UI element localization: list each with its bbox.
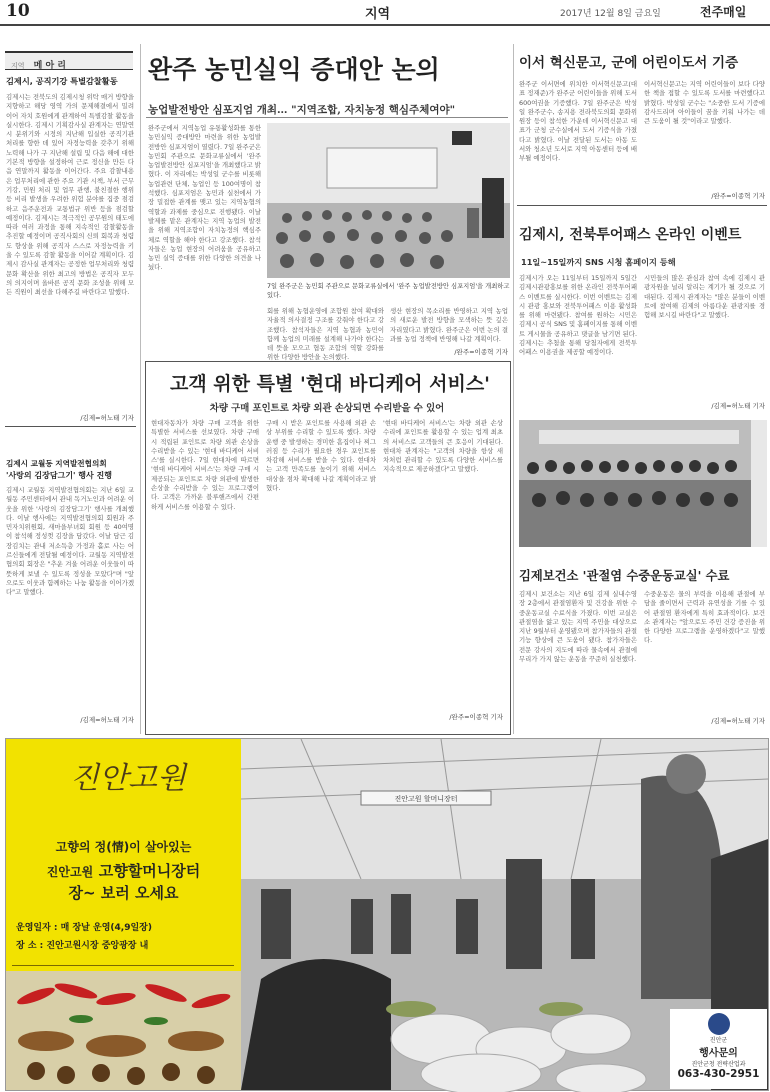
county-name: 진안군 [709, 1037, 728, 1044]
lead-body-col3: 생산 현장의 목소리를 반영하고 지역 농업의 새로운 발전 방향을 모색하는 뜻 깊은 자리였다고 밝혔다. 완주군은 이번 논의 결과를 농업 정책에 반영해 나갈 계획이다. [390, 307, 508, 343]
contact-dept: 진안군청 전략산업과 [691, 1061, 746, 1068]
column-rule [513, 44, 514, 734]
ad-line2-main: 고향할머니장터 [98, 862, 201, 880]
bodycare-body-col3: '현대 바디케어 서비스'는 차량 외관 손상 수리에 포인트를 활용할 수 있는 업계 최초의 서비스로 고객들의 큰 호응이 기대된다. 현대차 관계자는 "고객의 차량을 항상 새 차처럼 관리할 수 있도록 다양한 서비스를 지속적으로 제공하겠다"고 말했다. [383, 419, 503, 474]
lead-headline: 완주 농민실익 증대안 논의 [148, 55, 440, 84]
brief-byline: /김제=허노태 기자 [80, 414, 134, 422]
ad-info1-label: 운영일자 : [16, 923, 58, 933]
library-body-col2: 이서혁신문고는 지역 어린이들이 보다 다양한 책을 접할 수 있도록 도서를 마련했다고 밝혔다. 박성일 군수는 "소중한 도서 기증에 감사드리며 아이들이 꿈을 키워 나가는 데 큰 도움이 될 것"이라고 말했다. [644, 80, 765, 126]
ad-divider [12, 965, 234, 966]
tourpass-byline: /김제=허노태 기자 [711, 402, 765, 410]
ad-line2 [11, 860, 236, 881]
bodycare-body-col1: 현대자동차가 차량 구매 고객을 위한 특별한 서비스를 선보였다. 차량 구매 시 적립된 포인트로 차량 외관 손상을 수리받을 수 있는 '현대 바디케어 서비스'를 실시한다. 7일 현대차에 따르면 '현대 바디케어 서비스'는 차량 구매 시 제공되는 포인트로 차량 외관에 발생한 손상을 수리받을 수 있는 프로그램이다. 고객은 가까운 블루핸즈에서 간편하게 서비스를 이용할 수 있다. [151, 419, 259, 511]
lead-photo-caption: 7일 완주군은 농민회 주관으로 문화교류실에서 '완주 농업발전방안 심포지엄'을 개최하고 있다. [267, 283, 510, 299]
column-label [5, 51, 133, 70]
divider [517, 205, 767, 206]
market-ad [5, 738, 769, 1091]
health-body-col2: 수중운동은 물의 부력을 이용해 관절에 부담을 줄이면서 근력과 유연성을 기를 수 있어 관절염 환자에게 특히 효과적이다. 보건소 관계자는 "앞으로도 주민 건강 증진을 위한 다양한 프로그램을 운영하겠다"고 말했다. [644, 590, 765, 645]
column-rule [140, 44, 141, 734]
health-body-col1: 김제시 보건소는 지난 6일 김제 실내수영장 2층에서 관절염환자 및 건강을 위한 수중운동교실 수료식을 가졌다. 이번 교실은 관절염을 앓고 있는 지역 주민을 대상으로 지난 9월부터 운영됐으며 참가자들의 관절 기능 향상에 큰 도움이 됐다. 참가자들은 전문 강사의 지도에 따라 물속에서 관절에 무리가 가지 않는 운동을 꾸준히 실천했다. [519, 590, 637, 664]
bodycare-subheadline: 차량 구매 포인트로 차량 외관 손상되면 수리받을 수 있어 [209, 403, 445, 414]
ad-line1: 고향의 정(情)이 살아있는 [55, 840, 192, 854]
bodycare-byline: /완주=이종혁 기자 [449, 713, 503, 721]
health-headline: 김제보건소 '관절염 수중운동교실' 수료 [519, 568, 730, 583]
tourpass-body-col2: 시민들의 많은 관심과 참여 속에 김제시 관광자원을 널리 알리는 계기가 될 것으로 기대된다. 김제시 관계자는 "많은 분들이 이벤트에 참여해 김제의 아름다운 관광지를 경험해 보시길 바란다"고 말했다. [644, 274, 765, 320]
paper-name: 전주매일 [700, 5, 747, 19]
county-emblem-icon [708, 1013, 730, 1035]
festival-byline: /김제=허노태 기자 [80, 716, 134, 724]
library-body-col1: 완주군 이서면에 위치한 이서혁신문고(대표 정재준)가 완주군 어린이들을 위해 도서 600여권을 기증했다. 7일 완주군은 박성일 완주군수, 송지용 전라북도의회 문화위원장 등이 참석한 가운데 이서혁신문고 대표가 군청 군수실에서 도서 기증식을 가졌다고 밝혔다. 이날 전달된 도서는 아동 도서와 청소년 도서로 지역 아동센터 등에 배부될 예정이다. [519, 80, 637, 163]
contact-label: 행사문의 [699, 1048, 738, 1059]
lead-byline: /완주=이종혁 기자 [454, 348, 508, 356]
ad-info-row [16, 937, 234, 955]
market-banner: 진안고원 할머니장터 [394, 795, 458, 803]
lead-body-col1: 완주군에서 지역농업 유통활성화를 통한 농민실익 증대방안 마련을 위한 농업발전방안 심포지엄이 열렸다. 7일 완주군은 농민회 주관으로 문화교류실에서 '완주 농업발전방안 심포지엄'을 개최했다고 밝혔다. 이 자리에는 박성일 군수를 비롯해 농업관련 단체, 농업인 등 100여명이 참석했다. 심포지엄은 농민과 실천에서 가장 밀접한 관계를 맺고 있는 지역농협의 역할과 과제를 중심으로 진행됐다. 이날 발제를 맡은 관계자는 지역 농업의 발전을 위해 지역조합이 자치농정의 핵심주체로 역할을 해야 한다고 강조했다. 참석자들은 농업 현장의 어려움을 공유하고 농민 실익 증대를 위한 다양한 의견을 나눴다. [148, 124, 261, 272]
column-label-prefix: 지역 [11, 62, 25, 70]
festival-body: 김제시 교월동 지역발전협의회는 지난 6일 교월동 주민센터에서 관내 독거노인과 어려운 이웃을 위한 '사랑의 김장담그기' 행사를 개최했다. 이날 행사에는 지역발전협의회 회원과 주민자치위원회, 새마을부녀회 회원 등 40여명이 참석해 정성껏 김장을 담갔다. 이날 담근 김장김치는 관내 저소득층 가정과 홀로 사는 어르신들에게 전달될 예정이다. 교월동 지역발전협의회 회장은 "추운 겨울 어려운 이웃들이 따뜻하게 보낼 수 있도록 정성을 모았다"며 "앞으로도 이웃과 함께하는 나눔 활동을 이어가겠다"고 말했다. [6, 486, 134, 597]
ad-info2-label: 장 소 : [16, 941, 44, 951]
health-byline: /김제=허노태 기자 [711, 717, 765, 725]
tourpass-headline: 김제시, 전북투어패스 온라인 이벤트 [519, 227, 742, 243]
page-number: 10 [6, 1, 30, 21]
page-header [0, 0, 770, 26]
contact-badge [670, 1009, 767, 1089]
festival-label: 김제시 교월동 지역발전협의회 [6, 459, 107, 468]
group-photo [519, 420, 767, 547]
festival-title: '사랑의 김장담그기' 행사 진행 [6, 471, 112, 480]
brief-title: 김제시, 공직기강 특별감찰활동 [6, 76, 118, 86]
bodycare-headline: 고객 위한 특별 '현대 바디케어 서비스' [169, 373, 491, 395]
column-label-text: 메 아 리 [33, 61, 66, 71]
lead-photo [267, 123, 510, 278]
ad-info-row [16, 919, 234, 937]
library-headline: 이서 혁신문고, 군에 어린이도서 기증 [519, 55, 739, 71]
health-photo [519, 420, 767, 547]
divider [146, 117, 508, 118]
contact-phone: 063-430-2951 [677, 1068, 760, 1080]
lead-subheadline: 농업발전방안 심포지엄 개최… "지역조합, 자치농정 핵심주체여야" [148, 104, 456, 116]
tourpass-subheadline: 11일~15일까지 SNS 시청 홈페이지 등해 [521, 257, 676, 267]
section-title: 지역 [365, 7, 391, 22]
symposium-photo [267, 123, 510, 278]
tourpass-body-col1: 김제시가 오는 11일부터 15일까지 5일간 김제시관광홍보를 위한 온라인 전북투어패스 이벤트를 실시한다. 이번 이벤트는 김제시 관광 홍보와 전북투어패스 이용 활성화를 위해 마련됐다. 참여를 원하는 시민은 김제시 공식 SNS 및 홈페이지를 통해 이벤트 게시물을 공유하고 댓글을 남기면 된다. 김제시는 추첨을 통해 당첨자에게 전북투어패스 이용권을 제공할 예정이다. [519, 274, 637, 357]
ad-logo: 진안고원 [70, 761, 186, 796]
ad-yellow-panel [6, 739, 241, 1090]
bodycare-body-col2: 구매 시 받은 포인트를 사용해 외관 손상 부위를 수리할 수 있도록 했다. 차량 운행 중 발생하는 경미한 흠집이나 찌그러짐 등 수리가 필요한 경우 포인트를 차감해 서비스를 받을 수 있다. 현대차는 고객 만족도를 높이기 위해 서비스 대상을 점차 확대해 나갈 계획이라고 밝혔다. [266, 419, 376, 493]
ad-line2-prefix: 진안고원 [46, 865, 94, 879]
issue-date: 2017년 12월 8일 금요일 [560, 9, 661, 19]
divider [5, 426, 136, 427]
ad-info [16, 919, 234, 955]
library-byline: /완주=이종혁 기자 [711, 192, 765, 200]
produce-image [6, 971, 241, 1090]
ad-info1-value: 매 장날 운영(4,9일장) [60, 923, 152, 933]
ad-line3: 장~ 보러 오세요 [68, 884, 179, 902]
ad-info2-value: 진안고원시장 중앙광장 내 [46, 941, 149, 951]
brief-body: 김제시는 전북도의 김제시청 위탁 매거 방향을 지향하고 해당 영역 가의 문제해결에서 밀려 이어 자치 호원에게 관계하여 특별감찰 활동을 실시한다. 김제시 기획감사실 관계자는 연말연시 분위기와 시정의 지난해 입실한 공직기관 처리를 향한 데 있어 자정능력을 갖추기 위해 노력해 나가 구 지난해 설립 및 다음 해에 대한 기본적 방향을 설정하여 근로 정신을 만든 다음 연말까지 활동을 이어간다. 주요 감찰내용은 업무처리에 관한 주요 기관 시책, 부서 근무기강, 민원 처리 및 업무 관행, 불친절한 행위 등 비리 발생을 우려한 위험 분야를 집중 점검하고 음주운전과 교통법규 위반 등을 점검할 예정이다. 김제시는 적극적인 공무원의 태도에 따라 여러 과정을 통해 지속적인 감찰활동을 추진할 예정이며 공직사회의 신뢰 회복과 청렴도 향상을 위해 공직자 스스로 자정능력을 키울 수 있도록 감찰 활동을 이어갈 계획이다. 김제시 감사실 관계자는 공정한 업무처리와 청렴 문화 확산을 위한 최고의 방법은 공직자 모두의 의지이며 올바른 공직 문화 조성을 위해 모든 직원이 최선을 다해주길 바란다고 말했다. [6, 93, 134, 297]
lead-body-col2: 회를 위해 농협운영에 조합원 참여 확대와 자율적 의사결정 구조를 갖춰야 한다고 강조했다. 참석자들은 지역 농협과 농민이 함께 농업의 미래를 설계해 나가야 한다는 데 뜻을 모으고 협동 조합의 역할 강화를 위한 다양한 방안을 논의했다. [267, 307, 384, 362]
